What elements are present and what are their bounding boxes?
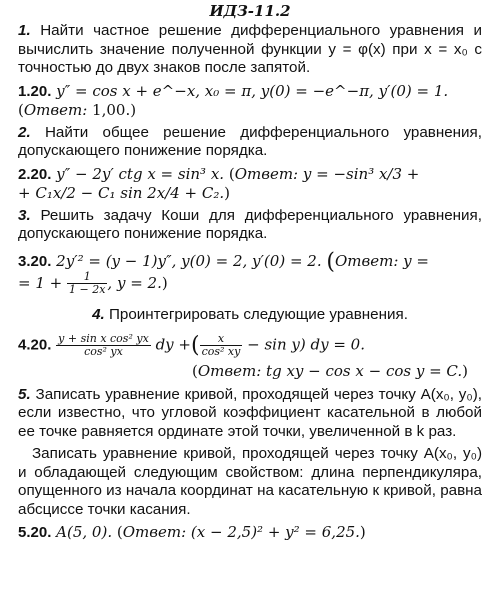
page-title: ИДЗ-11.2 <box>209 2 291 20</box>
problem-4-20-fraction-2: $\frac{x}{\text{cos² xy}}$ <box>201 331 241 358</box>
problem-5-20-point: A(5, 0). <box>56 523 113 541</box>
problem-4-20-answer: (Ответ: tg xy − cos x − cos y = C.) <box>192 361 468 380</box>
problem-3-20-number: 3.20. <box>18 252 52 270</box>
task-2-instruction <box>18 124 482 161</box>
task-4-instruction <box>18 306 482 325</box>
task-2-text: Найти общее решение дифференциального уравнения, допускающего понижение порядка. <box>18 123 482 159</box>
task-4-number: 4. <box>92 306 105 323</box>
problem-2-20 <box>18 165 482 203</box>
problem-5-20-answer: (Ответ: (x − 2,5)² + y² = 6,25.) <box>116 523 366 541</box>
problem-3-20-answer: (Ответ: y = = 1 + $\frac{1}{1 - 2x}$ , y = 2.) <box>18 249 429 296</box>
problem-3-20-equation: 2y′² = (y − 1)y″, y(0) = 2, y′(0) = 2. <box>56 251 322 270</box>
problem-1-20-answer: (Ответ: 1,00.) <box>18 100 137 119</box>
task-3-text: Решить задачу Коши для дифференциального уравнения, допускающего понижение порядка. <box>18 206 482 242</box>
problem-5-20-number: 5.20. <box>18 524 52 541</box>
task-1-instruction <box>18 22 482 78</box>
task-1-number: 1. <box>18 22 31 39</box>
problem-4-20: 4.20. $\frac{\text{y + sin x cos² yx}}{\text{cos² yx}}$ dy +( $\frac{x}{\text{cos² xy}}$ − sin y) dy = 0. <box>18 331 365 358</box>
problem-3-20-fraction: $\frac{1}{1 - 2x}$ <box>69 270 106 296</box>
problem-2-20-answer: (Ответ: y = −sin³ x/3 + + C₁x/2 − C₁ sin 2x/4 + C₂.) <box>18 164 420 202</box>
problem-4-20-fraction-1: $\frac{\text{y + sin x cos² yx}}{\text{cos² yx}}$ <box>58 331 149 358</box>
task-5-instruction <box>18 386 482 442</box>
problem-4-20-number: 4.20. <box>18 336 52 353</box>
task-5-condition: Записать уравнение кривой, проходящей через точку A(x₀, y₀) и обладающей следующим свойством: длина перпендикуляра, опущенного из начала координат на касательную к кривой, равна абсциссе точки касания. <box>18 445 482 518</box>
problem-2-20-number: 2.20. <box>18 165 52 183</box>
task-3-number: 3. <box>18 206 31 224</box>
task-1-text: Найти частное решение дифференциального уравнения и вычислить значение полученной функции y = φ(x) при x = x₀ с точностью до двух знаков после запятой. <box>18 22 482 76</box>
problem-1-20 <box>18 82 482 120</box>
task-3-instruction <box>18 207 482 244</box>
task-5-number: 5. <box>18 385 31 403</box>
problem-3-20 <box>18 249 482 297</box>
problem-5-20 <box>18 523 482 542</box>
problem-2-20-equation: y″ − 2y′ ctg x = sin³ x. <box>56 164 225 183</box>
task-2-number: 2. <box>18 123 31 141</box>
task-5-text: Записать уравнение кривой, проходящей через точку A(x₀, y₀), если известно, что угловой коэффициент касательной в любой ее точке равняется ординате этой точки, увеличенной в k раз. <box>18 385 482 440</box>
problem-1-20-equation: y″ = cos x + e^−x, x₀ = π, y(0) = −e^−π, y′(0) = 1. <box>56 81 449 100</box>
problem-1-20-number: 1.20. <box>18 82 52 100</box>
task-4-text: Проинтегрировать следующие уравнения. <box>108 306 408 323</box>
